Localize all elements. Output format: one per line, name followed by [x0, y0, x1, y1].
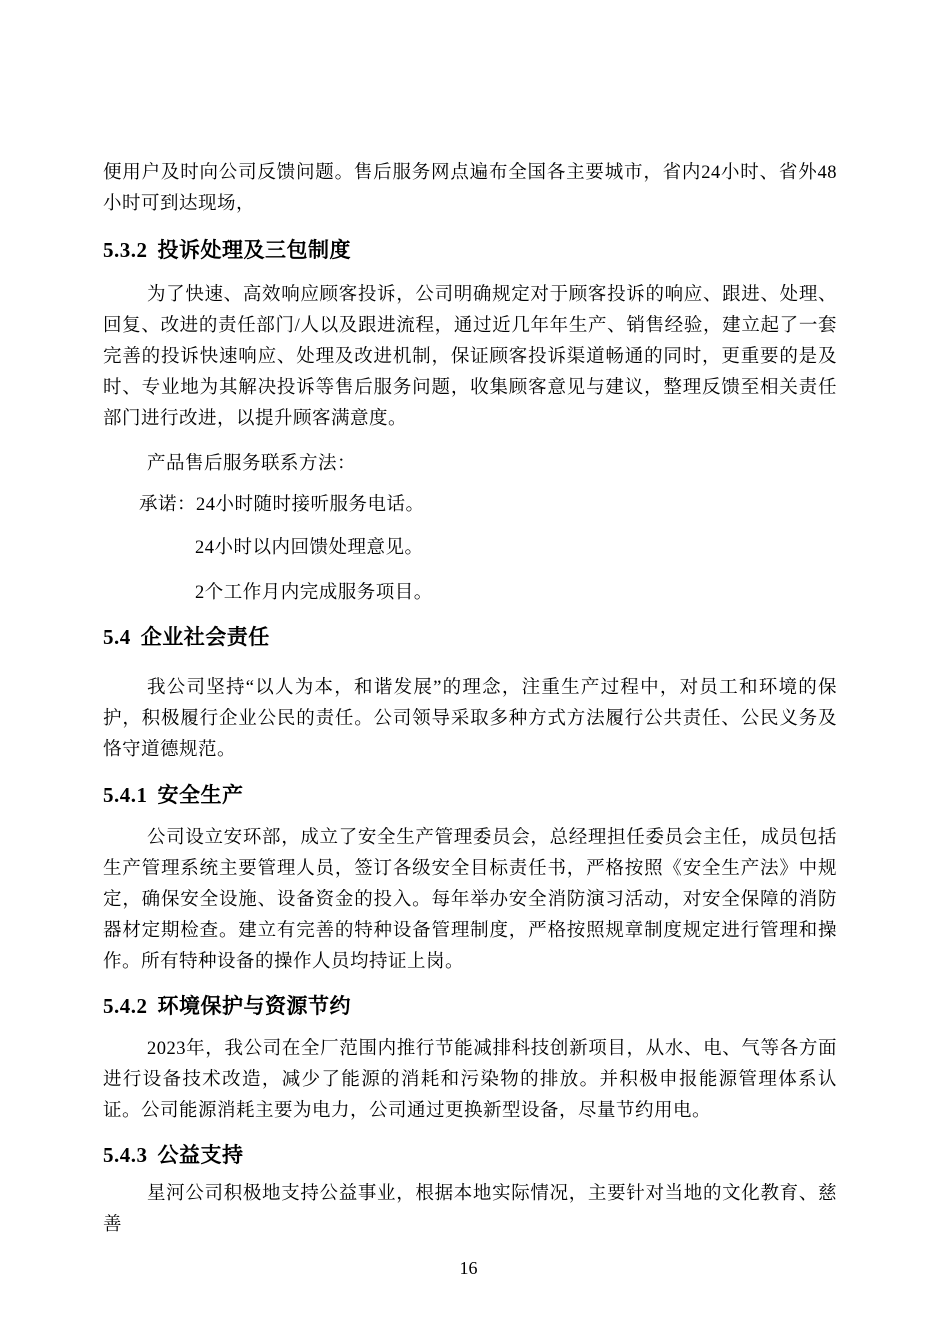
section-5-4-1-paragraph: 公司设立安环部，成立了安全生产管理委员会，总经理担任委员会主任，成员包括生产管理系统主要管理人员，签订各级安全目标责任书，严格按照《安全生产法》中规定，确保安全设施、设备资金的投入。每年举办安全消防演习活动，对安全保障的消防器材定期检查。建立有完善的特种设备管理制度，严格按照规章制度规定进行管理和操作。所有特种设备的操作人员均持证上岗。: [103, 828, 837, 972]
section-number: 5.4.1: [103, 783, 148, 807]
promise-line-1: [103, 490, 837, 521]
section-heading-5-3-2: [103, 236, 837, 264]
section-5-4-3-paragraph: 星河公司积极地支持公益事业，根据本地实际情况，主要针对当地的文化教育、慈善: [103, 1184, 837, 1235]
intro-paragraph: 便用户及时向公司反馈问题。售后服务网点遍布全国各主要城市，省内24小时、省外48小时可到达现场，: [103, 163, 837, 214]
page-number: 16: [459, 1258, 478, 1278]
section-title: 安全生产: [157, 783, 244, 807]
section-5-4-paragraph: 我公司坚持“以人为本，和谐发展”的理念，注重生产过程中，对员工和环境的保护，积极履行企业公民的责任。公司领导采取多种方式方法履行公共责任、公民义务及恪守道德规范。: [103, 678, 837, 760]
section-number: 5.4.2: [103, 994, 148, 1018]
section-5-3-2-paragraph: 为了快速、高效响应顾客投诉，公司明确规定对于顾客投诉的响应、跟进、处理、回复、改进的责任部门/人以及跟进流程，通过近几年年生产、销售经验，建立起了一套完善的投诉快速响应、处理及改进机制，保证顾客投诉渠道畅通的同时，更重要的是及时、专业地为其解决投诉等售后服务问题，收集顾客意见与建议，整理反馈至相关责任部门进行改进，以提升顾客满意度。: [103, 285, 837, 429]
section-title: 投诉处理及三包制度: [157, 238, 351, 262]
promise-label: 承诺：: [139, 495, 197, 515]
section-title: 企业社会责任: [140, 625, 270, 649]
section-5-4-2-paragraph: 2023年，我公司在全厂范围内推行节能减排科技创新项目，从水、电、气等各方面进行设备技术改造，减少了能源的消耗和污染物的排放。并积极申报能源管理体系认证。公司能源消耗主要为电力，公司通过更换新型设备，尽量节约用电。: [103, 1039, 837, 1121]
section-heading-5-4-2: [103, 992, 837, 1020]
promise-line-3: 2个工作月内完成服务项目。: [195, 583, 433, 603]
promise-text-1: 24小时随时接听服务电话。: [196, 495, 425, 515]
section-title: 环境保护与资源节约: [157, 994, 351, 1018]
section-number: 5.3.2: [103, 238, 148, 262]
section-number: 5.4.3: [103, 1143, 148, 1167]
promise-line-2: 24小时以内回馈处理意见。: [195, 538, 424, 558]
section-heading-5-4: [103, 623, 837, 651]
section-title: 公益支持: [157, 1143, 244, 1167]
section-heading-5-4-3: [103, 1141, 837, 1169]
page-footer: [0, 1257, 937, 1279]
after-sales-contact-line: 产品售后服务联系方法：: [147, 454, 357, 474]
section-number: 5.4: [103, 625, 131, 649]
section-heading-5-4-1: [103, 781, 837, 809]
